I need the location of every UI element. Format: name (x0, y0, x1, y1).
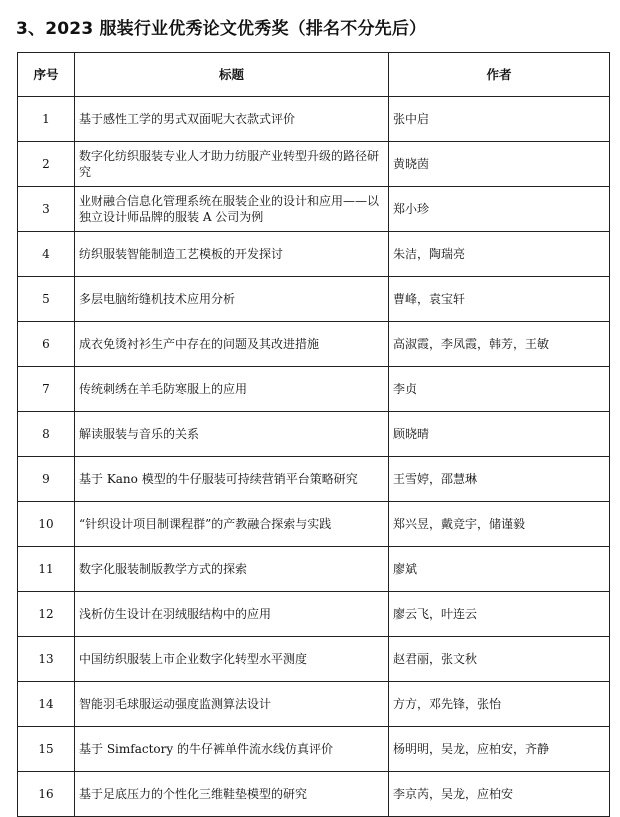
cell-author: 王雪婷，邵慧琳 (389, 457, 610, 502)
cell-no: 1 (18, 97, 75, 142)
table-row (18, 637, 610, 682)
cell-title: 业财融合信息化管理系统在服装企业的设计和应用——以独立设计师品牌的服装 A 公司为例 (75, 187, 389, 232)
cell-title: 基于感性工学的男式双面呢大衣款式评价 (75, 97, 389, 142)
table-row (18, 277, 610, 322)
cell-author: 李京芮，吴龙，应柏安 (389, 772, 610, 817)
header-title: 标题 (75, 53, 389, 97)
cell-author: 李贞 (389, 367, 610, 412)
header-no: 序号 (18, 53, 75, 97)
table-row (18, 367, 610, 412)
cell-no: 14 (18, 682, 75, 727)
cell-title: 数字化纺织服装专业人才助力纺服产业转型升级的路径研究 (75, 142, 389, 187)
cell-no: 5 (18, 277, 75, 322)
cell-title: 基于 Kano 模型的牛仔服装可持续营销平台策略研究 (75, 457, 389, 502)
table-row (18, 547, 610, 592)
cell-author: 赵君丽，张文秋 (389, 637, 610, 682)
table-row (18, 232, 610, 277)
cell-no: 10 (18, 502, 75, 547)
cell-author: 廖斌 (389, 547, 610, 592)
cell-title: 传统刺绣在羊毛防寒服上的应用 (75, 367, 389, 412)
cell-author: 郑兴昱，戴竞宇，储谨毅 (389, 502, 610, 547)
cell-author: 方方，邓先锋，张怡 (389, 682, 610, 727)
table-row (18, 457, 610, 502)
cell-title: “针织设计项目制课程群”的产教融合探索与实践 (75, 502, 389, 547)
cell-author: 曹峰，袁宝轩 (389, 277, 610, 322)
table-row (18, 187, 610, 232)
cell-no: 8 (18, 412, 75, 457)
cell-no: 16 (18, 772, 75, 817)
cell-title: 纺织服装智能制造工艺模板的开发探讨 (75, 232, 389, 277)
cell-title: 成衣免烫衬衫生产中存在的问题及其改进措施 (75, 322, 389, 367)
table-header-row (18, 53, 610, 97)
table-row (18, 502, 610, 547)
cell-no: 9 (18, 457, 75, 502)
cell-title: 多层电脑绗缝机技术应用分析 (75, 277, 389, 322)
cell-no: 7 (18, 367, 75, 412)
cell-no: 15 (18, 727, 75, 772)
cell-title: 基于 Simfactory 的牛仔裤单件流水线仿真评价 (75, 727, 389, 772)
cell-no: 3 (18, 187, 75, 232)
cell-title: 浅析仿生设计在羽绒服结构中的应用 (75, 592, 389, 637)
table-row (18, 727, 610, 772)
cell-no: 12 (18, 592, 75, 637)
cell-author: 朱洁，陶瑞亮 (389, 232, 610, 277)
cell-author: 张中启 (389, 97, 610, 142)
cell-author: 高淑霞，李凤霞，韩芳，王敏 (389, 322, 610, 367)
cell-no: 2 (18, 142, 75, 187)
cell-title: 基于足底压力的个性化三维鞋垫模型的研究 (75, 772, 389, 817)
cell-no: 13 (18, 637, 75, 682)
table-row (18, 682, 610, 727)
table-row (18, 322, 610, 367)
cell-author: 黄晓茵 (389, 142, 610, 187)
cell-author: 郑小珍 (389, 187, 610, 232)
award-table (17, 52, 610, 817)
page-title: 3、2023 服装行业优秀论文优秀奖（排名不分先后） (16, 19, 427, 39)
cell-title: 解读服装与音乐的关系 (75, 412, 389, 457)
table-row (18, 592, 610, 637)
cell-no: 11 (18, 547, 75, 592)
cell-author: 廖云飞，叶连云 (389, 592, 610, 637)
table-row (18, 142, 610, 187)
table-row (18, 97, 610, 142)
table-row (18, 412, 610, 457)
cell-author: 杨明明，吴龙，应柏安，齐静 (389, 727, 610, 772)
cell-title: 中国纺织服装上市企业数字化转型水平测度 (75, 637, 389, 682)
cell-no: 4 (18, 232, 75, 277)
cell-author: 顾晓晴 (389, 412, 610, 457)
cell-title: 数字化服装制版教学方式的探索 (75, 547, 389, 592)
cell-no: 6 (18, 322, 75, 367)
cell-title: 智能羽毛球服运动强度监测算法设计 (75, 682, 389, 727)
header-author: 作者 (389, 53, 610, 97)
